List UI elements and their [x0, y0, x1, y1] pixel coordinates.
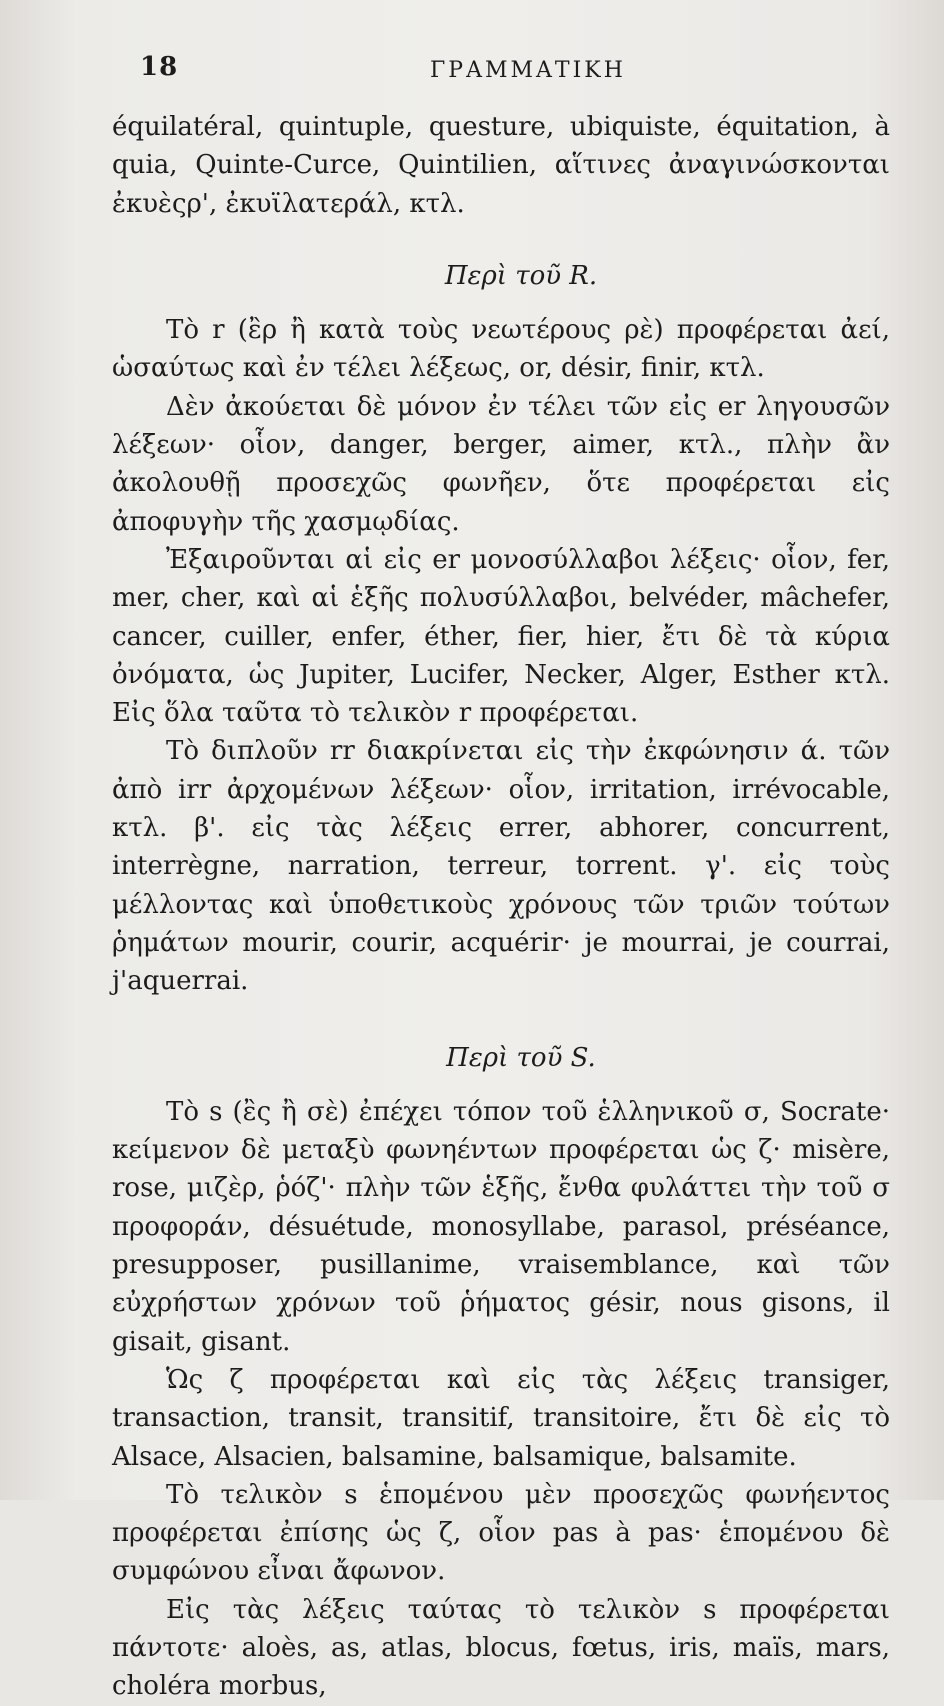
page-header: [140, 52, 874, 92]
paragraph-r-2: Δὲν ἀκούεται δὲ μόνον ἐν τέλει τῶν εἰς er ληγουσῶν λέξεων· οἷον, danger, berger, aimer, κτλ., πλὴν ἂν ἀκολουθῇ προσεχῶς φωνῆεν, ὅτε προφέρεται εἰς ἀποφυγὴν τῆς χασμῳδίας.: [112, 391, 890, 537]
paragraph-s-2: Ὡς ζ προφέρεται καὶ εἰς τὰς λέξεις transiger, transaction, transit, transitif, transitoire, ἔτι δὲ εἰς τὸ Alsace, Alsacien, balsamine, balsamique, balsamite.: [112, 1364, 890, 1472]
continuation-paragraph: équilatéral, quintuple, questure, ubiquiste, équitation, à quia, Quinte-Curce, Quintilien, αἵτινες ἀναγινώσκονται ἐκυὲςρ', ἐκυϊλατεράλ, κτλ.: [112, 112, 890, 219]
running-head: ΓΡΑΜΜΑΤΙΚΗ: [430, 58, 626, 83]
paragraph-r-4: Τὸ διπλοῦν rr διακρίνεται εἰς τὴν ἐκφώνησιν ά. τῶν ἀπὸ irr ἀρχομένων λέξεων· οἷον, irritation, irrévocable, κτλ. β'. εἰς τὰς λέξεις errer, abhorer, concurrent, interrègne, narration, terreur, torrent. γ'. εἰς τοὺς μέλλοντας καὶ ὑποθετικοὺς χρόνους τῶν τριῶν τούτων ῥημάτων mourir, courir, acquérir· je mourrai, je courrai, j'aquerrai.: [112, 736, 890, 997]
section-heading-r: Περὶ τοῦ R.: [444, 260, 598, 291]
section-heading-s: Περὶ τοῦ S.: [446, 1042, 596, 1073]
paragraph-s-1: Τὸ s (ἒς ἢ σὲ) ἐπέχει τόπον τοῦ ἑλληνικοῦ σ, Socrate· κείμενον δὲ μεταξὺ φωνηέντων προφέρεται ὡς ζ· misère, rose, μιζὲρ, ῥόζ'· πλὴν τῶν ἑξῆς, ἔνθα φυλάττει τὴν τοῦ σ προφοράν, désuétude, monosyllabe, parasol, préséance, presupposer, pusillanime, vraisemblance, καὶ τῶν εὐχρήστων χρόνων τοῦ ῥήματος gésir, nous gisons, il gisait, gisant.: [112, 1096, 890, 1357]
paragraph-s-3: Τὸ τελικὸν s ἑπομένου μὲν προσεχῶς φωνήεντος προφέρεται ἐπίσης ὡς ζ, οἷον pas à pas· ἑπομένου δὲ συμφώνου εἶναι ἄφωνον.: [112, 1479, 890, 1587]
paragraph-s-4: Εἰς τὰς λέξεις ταύτας τὸ τελικὸν s προφέρεται πάντοτε· aloès, as, atlas, blocus, fœtus, iris, maïs, mars, choléra morbus,: [112, 1594, 890, 1702]
paragraph-r-1: Τὸ r (ἒρ ἢ κατὰ τοὺς νεωτέρους ρὲ) προφέρεται ἀεί, ὡσαύτως καὶ ἐν τέλει λέξεως, or, désir, finir, κτλ.: [112, 315, 890, 384]
page-number: 18: [140, 52, 179, 82]
paragraph-r-3: Ἐξαιροῦνται αἱ εἰς er μονοσύλλαβοι λέξεις· οἷον, fer, mer, cher, καὶ αἱ ἑξῆς πολυσύλλαβοι, belvéder, mâchefer, cancer, cuiller, enfer, éther, fier, hier, ἔτι δὲ τὰ κύρια ὀνόματα, ὡς Jupiter, Lucifer, Necker, Alger, Esther κτλ. Εἰς ὅλα ταῦτα τὸ τελικὸν r προφέρεται.: [112, 544, 890, 729]
body-text: [112, 108, 890, 1706]
